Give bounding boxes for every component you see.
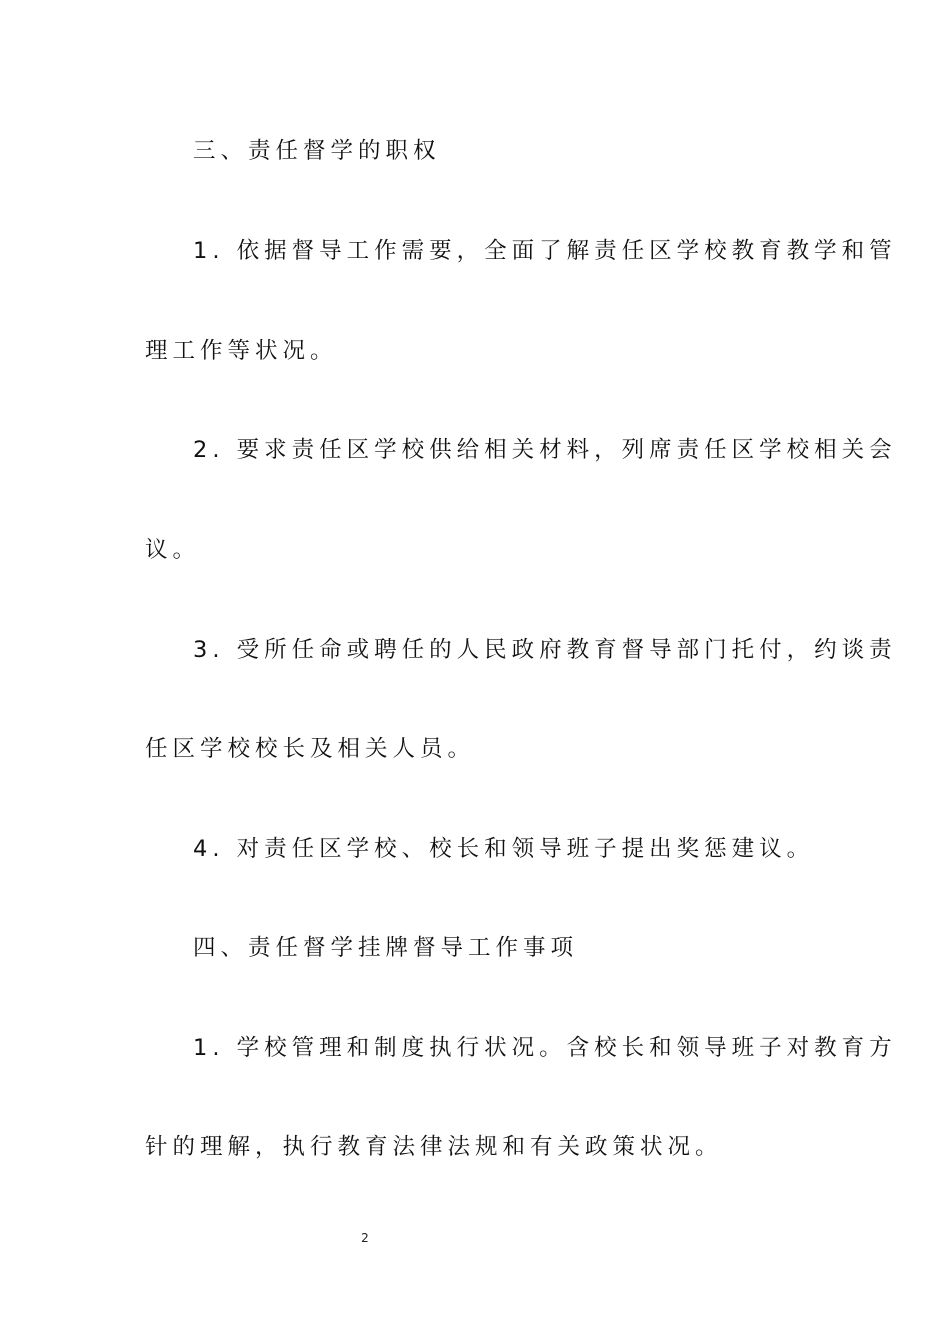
paragraph-line: 针的理解，执行教育法律法规和有关政策状况。 [145,1134,723,1160]
paragraph-line: 4. 对责任区学校、校长和领导班子提出奖惩建议。 [193,836,815,862]
paragraph-line: 议。 [145,537,201,563]
paragraph-line: 2. 要求责任区学校供给相关材料，列席责任区学校相关会 [193,437,897,463]
paragraph-line: 1. 学校管理和制度执行状况。含校长和领导班子对教育方 [193,1035,897,1061]
section-heading-4: 四、责任督学挂牌督导工作事项 [193,935,579,961]
paragraph-line: 3. 受所任命或聘任的人民政府教育督导部门托付，约谈责 [193,637,897,663]
paragraph-line: 1. 依据督导工作需要，全面了解责任区学校教育教学和管 [193,238,897,264]
section-heading-3: 三、责任督学的职权 [193,138,441,164]
page-number: 2 [361,1231,369,1245]
paragraph-line: 任区学校校长及相关人员。 [145,736,476,762]
paragraph-line: 理工作等状况。 [145,338,338,364]
